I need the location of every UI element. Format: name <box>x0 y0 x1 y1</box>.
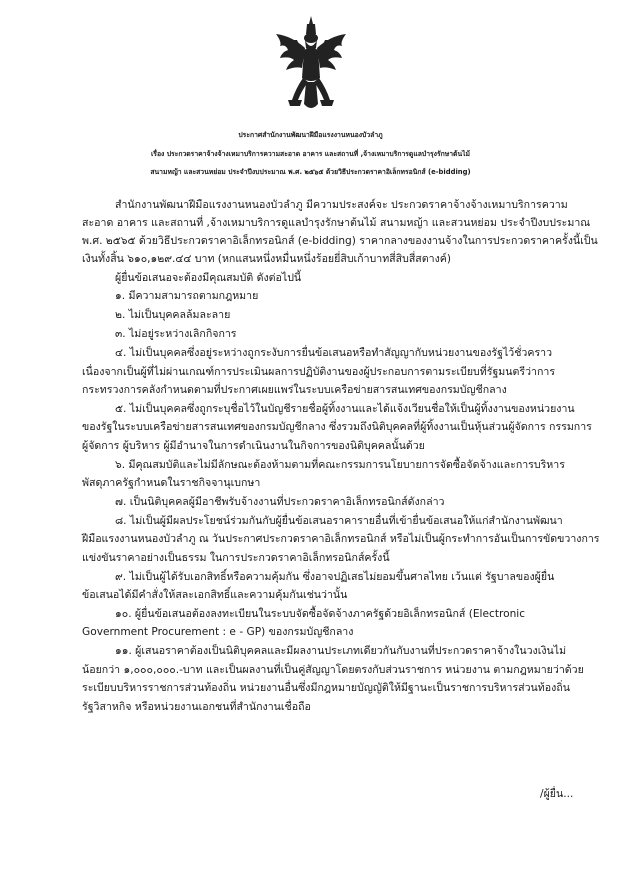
qualification-item-3: ๓. ไม่อยู่ระหว่างเลิกกิจการ <box>115 328 237 340</box>
subject-line-1: เรื่อง ประกวดราคาจ้างจ้างเหมาบริการความสะอาด อาคาร และสถานที่ ,จ้างเหมาบริการดูแลบำรุงรักษาต้นไม้ <box>150 150 471 158</box>
qualification-item-11-line-1: ๑๑. ผู้เสนอราคาต้องเป็นนิติบุคคลและมีผลงานประเภทเดียวกันกับงานที่ประกวดราคาจ้างในวงเงินไม่ <box>115 645 567 657</box>
qualification-item-5-line-2: ของรัฐในระบบเครือข่ายสารสนเทศของกรมบัญชีกลาง ซึ่งรวมถึงนิติบุคคลที่ผู้ทิ้งงานเป็นหุ้นส่วนผู้จัดการ กรรมการ <box>82 421 592 433</box>
intro-line-2: สะอาด อาคาร และสถานที่ ,จ้างเหมาบริการดูแลบำรุงรักษาต้นไม้ สนามหญ้า และสวนหย่อม ประจำปีงบประมาณ <box>82 217 591 229</box>
qualification-item-5-line-1: ๕. ไม่เป็นบุคคลซึ่งถูกระบุชื่อไว้ในบัญชีรายชื่อผู้ทิ้งงานและได้แจ้งเวียนชื่อให้เป็นผู้ทิ้งงานของหน่วยงาน <box>115 403 575 415</box>
qualification-item-4-line-3: กระทรวงการคลังกำหนดตามที่ประกาศเผยแพร่ในระบบเครือข่ายสารสนเทศของกรมบัญชีกลาง <box>82 384 507 396</box>
qualification-item-4-line-1: ๔. ไม่เป็นบุคคลซึ่งอยู่ระหว่างถูกระงับการยื่นข้อเสนอหรือทำสัญญากับหน่วยงานของรัฐไว้ชั่วคราว <box>115 347 553 359</box>
qualification-item-9-line-2: ข้อเสนอได้มีคำสั่งให้สละเอกสิทธิ์และความคุ้มกันเช่นว่านั้น <box>82 589 348 601</box>
continuation-marker: /ผู้ยื่น... <box>540 788 574 800</box>
qualification-item-6-line-2: พัสดุภาครัฐกำหนดในราชกิจจานุเบกษา <box>82 477 261 489</box>
qualification-item-9-line-1: ๙. ไม่เป็นผู้ได้รับเอกสิทธิ์หรือความคุ้มกัน ซึ่งอาจปฏิเสธไม่ยอมขึ้นศาลไทย เว้นแต่ รัฐบาลของผู้ยื่น <box>115 571 555 583</box>
qualification-item-11-line-4: รัฐวิสาหกิจ หรือหน่วยงานเอกชนที่สำนักงานเชื่อถือ <box>82 701 311 713</box>
qualification-intro: ผู้ยื่นข้อเสนอจะต้องมีคุณสมบัติ ดังต่อไปนี้ <box>115 272 302 284</box>
intro-line-4: เงินทั้งสิ้น ๖๑๐,๑๒๙.๔๔ บาท (หกแสนหนึ่งหมื่นหนึ่งร้อยยี่สิบเก้าบาทสี่สิบสี่สตางค์) <box>82 253 451 265</box>
subject-line-2: สนามหญ้า และสวนหย่อม ประจำปีงบประมาณ พ.ศ. ๒๕๖๕ ด้วยวิธีประกวดราคาอิเล็กทรอนิกส์ (e-bidding) <box>150 168 471 176</box>
qualification-item-8-line-3: แข่งขันราคาอย่างเป็นธรรม ในการประกวดราคาอิเล็กทรอนิกส์ครั้งนี้ <box>82 552 390 564</box>
qualification-item-10-line-1: ๑๐. ผู้ยื่นข้อเสนอต้องลงทะเบียนในระบบจัดซื้อจัดจ้างภาครัฐด้วยอิเล็กทรอนิกส์ (Electronic <box>115 608 526 620</box>
qualification-item-8-line-1: ๘. ไม่เป็นผู้มีผลประโยชน์ร่วมกันกับผู้ยื่นข้อเสนอราคารายอื่นที่เข้ายื่นข้อเสนอให้แก่สำนักงานพัฒนา <box>115 515 563 527</box>
qualification-item-6-line-1: ๖. มีคุณสมบัติและไม่มีลักษณะต้องห้ามตามที่คณะกรรมการนโยบายการจัดซื้อจัดจ้างและการบริหาร <box>115 459 565 471</box>
qualification-item-1: ๑. มีความสามารถตามกฎหมาย <box>115 290 259 302</box>
qualification-item-11-line-2: น้อยกว่า ๑,๐๐๐,๐๐๐.-บาท และเป็นผลงานที่เป็นคู่สัญญาโดยตรงกับส่วนราชการ หน่วยงาน ตามกฎหมายว่าด้วย <box>82 664 584 676</box>
qualification-item-10-line-2: Government Procurement : e - GP) ของกรมบัญชีกลาง <box>82 626 354 638</box>
qualification-item-8-line-2: ฝีมือแรงงานหนองบัวลำภู ณ วันประกาศประกวดราคาอิเล็กทรอนิกส์ หรือไม่เป็นผู้กระทำการอันเป็นการขัดขวางการ <box>82 533 600 545</box>
qualification-item-2: ๒. ไม่เป็นบุคคลล้มละลาย <box>115 309 231 321</box>
page-title: ประกาศสำนักงานพัฒนาฝีมือแรงงานหนองบัวลำภู <box>238 131 383 139</box>
garuda-emblem-icon <box>272 14 350 114</box>
intro-line-3: พ.ศ. ๒๕๖๕ ด้วยวิธีประกวดราคาอิเล็กทรอนิกส์ (e-bidding) ราคากลางของงานจ้างในการประกวดราคาครั้งนี้เป็น <box>82 235 598 247</box>
qualification-item-5-line-3: ผู้จัดการ ผู้บริหาร ผู้มีอำนาจในการดำเนินงานในกิจการของนิติบุคคลนั้นด้วย <box>82 440 425 452</box>
qualification-item-11-line-3: ระเบียบบริหารราชการส่วนท้องถิ่น หน่วยงานอื่นซึ่งมีกฎหมายบัญญัติให้มีฐานะเป็นราชการบริหารส่วนท้องถิ่น <box>82 682 570 694</box>
qualification-item-7: ๗. เป็นนิติบุคคลผู้มีอาชีพรับจ้างงานที่ประกวดราคาอิเล็กทรอนิกส์ดังกล่าว <box>115 496 445 508</box>
qualification-item-4-line-2: เนื่องจากเป็นผู้ที่ไม่ผ่านเกณฑ์การประเมินผลการปฏิบัติงานของผู้ประกอบการตามระเบียบที่รัฐมนตรีว่าการ <box>82 366 556 378</box>
intro-line-1: สำนักงานพัฒนาฝีมือแรงงานหนองบัวลำภู มีความประสงค์จะ ประกวดราคาจ้างจ้างเหมาบริการความ <box>115 199 568 211</box>
